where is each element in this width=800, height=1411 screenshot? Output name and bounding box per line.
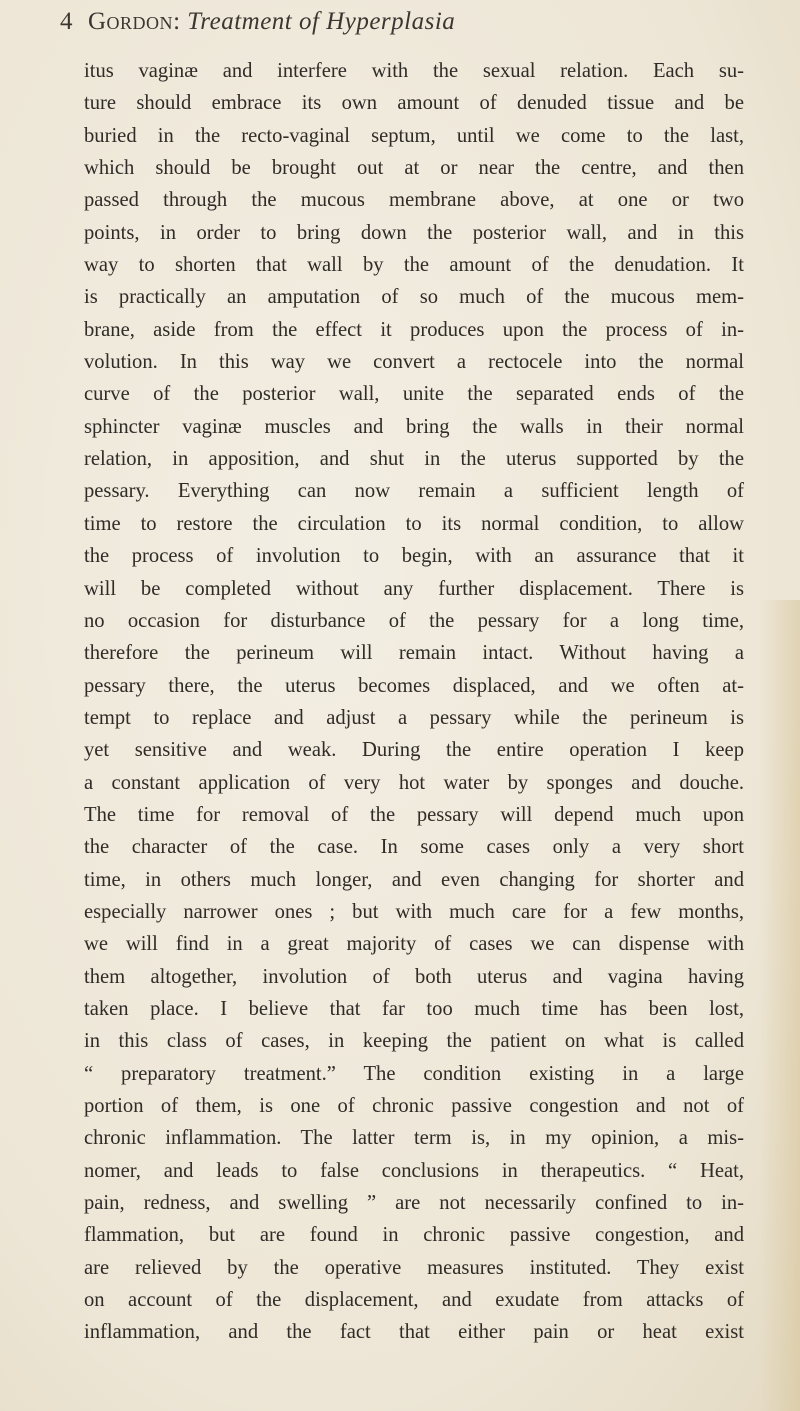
text-line: pain, redness, and swelling ” are not necessarily confined to in- xyxy=(84,1192,744,1215)
text-line: chronic inflammation. The latter term is, in my opinion, a mis- xyxy=(84,1127,744,1150)
text-line: tempt to replace and adjust a pessary while the perineum is xyxy=(84,706,744,729)
header-text xyxy=(88,8,455,36)
text-line: will be completed without any further displacement. There is xyxy=(84,577,744,600)
text-line: therefore the perineum will remain intact. Without having a xyxy=(84,642,744,665)
text-line: which should be brought out at or near the centre, and then xyxy=(84,157,744,180)
text-line: is practically an amputation of so much of the mucous mem- xyxy=(84,286,744,309)
text-line: pessary. Everything can now remain a sufficient length of xyxy=(84,480,744,503)
text-line: buried in the recto-vaginal septum, until we come to the last, xyxy=(84,124,744,147)
text-line: them altogether, involution of both uterus and vagina having xyxy=(84,965,744,988)
text-line: passed through the mucous membrane above, at one or two xyxy=(84,189,744,212)
text-line: volution. In this way we convert a rectocele into the normal xyxy=(84,351,744,374)
text-line: brane, aside from the effect it produces upon the process of in- xyxy=(84,318,744,341)
page-number: 4 xyxy=(60,8,73,35)
text-line: on account of the displacement, and exudate from attacks of xyxy=(84,1289,744,1312)
header-separator: : xyxy=(173,8,181,35)
paper-stain xyxy=(760,600,800,1411)
text-line: itus vaginæ and interfere with the sexual relation. Each su- xyxy=(84,60,744,82)
running-header xyxy=(60,8,750,44)
text-line: especially narrower ones ; but with much care for a few months, xyxy=(84,900,744,923)
text-line: in this class of cases, in keeping the patient on what is called xyxy=(84,1030,744,1053)
text-line: ture should embrace its own amount of denuded tissue and be xyxy=(84,92,744,115)
text-line: “ preparatory treatment.” The condition existing in a large xyxy=(84,1062,744,1085)
text-line: pessary there, the uterus becomes displaced, and we often at- xyxy=(84,674,744,697)
text-line: we will find in a great majority of cases we can dispense with xyxy=(84,933,744,956)
text-line: yet sensitive and weak. During the entire operation I keep xyxy=(84,739,744,762)
text-line: are relieved by the operative measures instituted. They exist xyxy=(84,1256,744,1279)
text-line: sphincter vaginæ muscles and bring the walls in their normal xyxy=(84,415,744,438)
text-line: time to restore the circulation to its normal condition, to allow xyxy=(84,512,744,535)
text-line: relation, in apposition, and shut in the uterus supported by the xyxy=(84,448,744,471)
header-author: Gordon xyxy=(88,8,174,35)
header-title: Treatment of Hyperplasia xyxy=(187,8,456,35)
text-line: portion of them, is one of chronic passive congestion and not of xyxy=(84,1095,744,1117)
text-line: The time for removal of the pessary will depend much upon xyxy=(84,803,744,826)
text-line: a constant application of very hot water by sponges and douche. xyxy=(84,771,744,794)
text-line: inflammation, and the fact that either pain or heat exist xyxy=(84,1321,744,1344)
text-line: way to shorten that wall by the amount of the denudation. It xyxy=(84,254,744,277)
body-text xyxy=(84,55,744,1349)
text-line: taken place. I believe that far too much time has been lost, xyxy=(84,997,744,1020)
text-line: curve of the posterior wall, unite the separated ends of the xyxy=(84,383,744,406)
text-line: no occasion for disturbance of the pessary for a long time, xyxy=(84,609,744,632)
text-line: nomer, and leads to false conclusions in therapeutics. “ Heat, xyxy=(84,1159,744,1182)
text-line: the character of the case. In some cases only a very short xyxy=(84,836,744,859)
text-line: time, in others much longer, and even changing for shorter and xyxy=(84,868,744,891)
text-line: the process of involution to begin, with an assurance that it xyxy=(84,545,744,568)
text-line: points, in order to bring down the posterior wall, and in this xyxy=(84,221,744,244)
text-line: flammation, but are found in chronic passive congestion, and xyxy=(84,1224,744,1247)
